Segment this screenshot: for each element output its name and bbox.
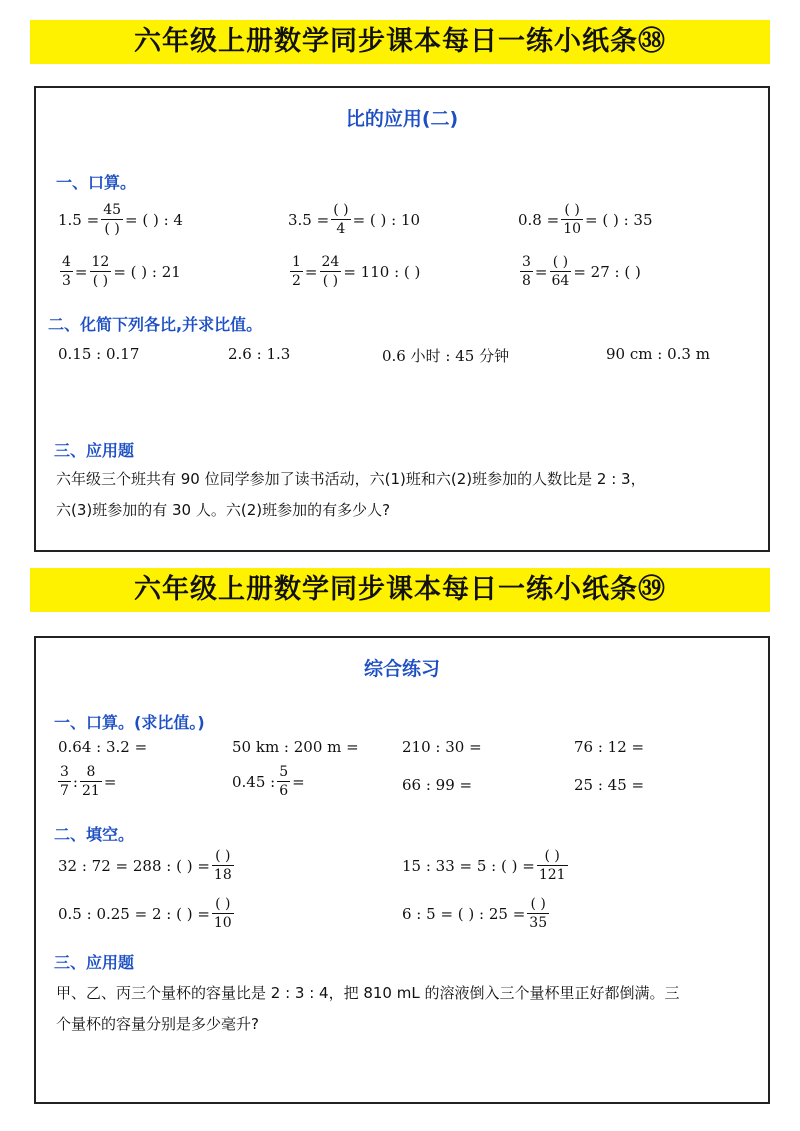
fraction bbox=[520, 254, 533, 289]
sheet38-part2-heading: 二、化简下列各比,并求比值。 bbox=[48, 315, 263, 334]
calc-item: 76 : 12 = bbox=[574, 738, 645, 756]
fraction-numerator: 12 bbox=[91, 254, 110, 270]
fraction-denominator: 121 bbox=[538, 867, 566, 883]
sheet39-title: 综合练习 bbox=[363, 658, 440, 680]
calc-item: 0.64 : 3.2 = bbox=[58, 738, 148, 756]
fraction bbox=[527, 896, 549, 931]
sheet38-title: 比的应用(二) bbox=[345, 108, 459, 130]
expr-text: 0.8 = bbox=[518, 210, 560, 229]
fraction-numerator: ( ) bbox=[544, 848, 560, 864]
expr-text: = ( ) : 4 bbox=[125, 210, 183, 229]
fraction-denominator: 2 bbox=[292, 273, 301, 289]
expr-text: = ( ) : 10 bbox=[352, 210, 421, 229]
fraction-numerator: ( ) bbox=[215, 896, 231, 912]
fraction bbox=[550, 254, 572, 289]
fraction-denominator: 21 bbox=[81, 783, 100, 799]
fraction bbox=[60, 254, 73, 289]
fraction-numerator: 45 bbox=[103, 202, 122, 218]
ratio-item: 0.15 : 0.17 bbox=[58, 345, 140, 363]
fraction-numerator: ( ) bbox=[564, 202, 580, 218]
expr-text: = 27 : ( ) bbox=[573, 262, 641, 281]
expr-text: = 110 : ( ) bbox=[343, 262, 421, 281]
problem-line: 甲、乙、丙三个量杯的容量比是 2 : 3 : 4，把 810 mL 的溶液倒入三个量杯里正好都倒满。三 bbox=[56, 984, 680, 1002]
fraction bbox=[277, 764, 290, 799]
fraction bbox=[101, 202, 123, 237]
problem-line: 六年级三个班共有 90 位同学参加了读书活动，六(1)班和六(2)班参加的人数比是 2 : 3， bbox=[56, 470, 646, 488]
expr-text: = ( ) : 35 bbox=[585, 210, 653, 229]
fill-item-4 bbox=[402, 896, 551, 931]
expr-text: = bbox=[292, 772, 305, 791]
fraction-numerator: ( ) bbox=[215, 848, 231, 864]
fraction-numerator: 3 bbox=[60, 764, 69, 780]
fraction-denominator: 6 bbox=[279, 783, 289, 799]
fill-item-3 bbox=[58, 896, 236, 931]
fraction-denominator: ( ) bbox=[322, 273, 339, 289]
fraction bbox=[561, 202, 583, 237]
expr-text: 0.45 : bbox=[232, 772, 276, 791]
fraction-denominator: 3 bbox=[62, 273, 71, 289]
fill-item-2 bbox=[402, 848, 570, 883]
ratio-item: 2.6 : 1.3 bbox=[228, 345, 291, 363]
problem-line: 六(3)班参加的有 30 人。六(2)班参加的有多少人? bbox=[56, 501, 391, 519]
fraction bbox=[212, 848, 234, 883]
calc-item: 210 : 30 = bbox=[402, 738, 482, 756]
fraction-numerator: 3 bbox=[522, 254, 531, 270]
word-problem bbox=[56, 464, 746, 526]
expr-text: = bbox=[534, 262, 548, 281]
expr-text: : bbox=[72, 772, 78, 791]
expr-text: = bbox=[74, 262, 88, 281]
ratio-item: 90 cm : 0.3 m bbox=[606, 345, 710, 363]
fraction-denominator: 35 bbox=[529, 915, 548, 931]
fraction-numerator: 8 bbox=[86, 764, 96, 780]
calc-item: 50 km : 200 m = bbox=[232, 738, 359, 756]
calc-r1c3 bbox=[518, 202, 653, 237]
fraction bbox=[212, 896, 234, 931]
sheet39-banner: 六年级上册数学同步课本每日一练小纸条㊴ bbox=[30, 568, 770, 612]
fraction bbox=[537, 848, 568, 883]
fraction-denominator: 8 bbox=[522, 273, 531, 289]
fraction-denominator: 10 bbox=[563, 221, 582, 237]
fraction-denominator: 10 bbox=[213, 915, 232, 931]
sheet38-part3-heading: 三、应用题 bbox=[54, 441, 135, 460]
calc-r2c2 bbox=[232, 764, 305, 799]
fraction-denominator: ( ) bbox=[104, 221, 120, 237]
calc-item: 25 : 45 = bbox=[574, 776, 645, 794]
fraction-numerator: 4 bbox=[62, 254, 71, 270]
expr-text: 1.5 = bbox=[58, 210, 100, 229]
calc-r1c2 bbox=[288, 202, 420, 237]
fraction bbox=[331, 202, 350, 237]
calc-r1c1 bbox=[58, 202, 183, 237]
expr-text: 0.5 : 0.25 = 2 : ( ) = bbox=[58, 904, 210, 923]
sheet39-part1-heading: 一、口算。(求比值。) bbox=[54, 713, 205, 732]
problem-line: 个量杯的容量分别是多少毫升? bbox=[56, 1015, 259, 1033]
calc-item: 66 : 99 = bbox=[402, 776, 473, 794]
sheet39-part2-heading: 二、填空。 bbox=[54, 825, 135, 844]
fraction bbox=[80, 764, 102, 799]
fraction bbox=[90, 254, 112, 289]
expr-text: 15 : 33 = 5 : ( ) = bbox=[402, 856, 535, 875]
fraction-denominator: 18 bbox=[213, 867, 232, 883]
sheet39-part3-heading: 三、应用题 bbox=[54, 953, 135, 972]
expr-text: 6 : 5 = ( ) : 25 = bbox=[402, 904, 526, 923]
ratio-item: 0.6 小时 : 45 分钟 bbox=[382, 347, 510, 365]
fraction bbox=[290, 254, 303, 289]
fraction-numerator: 1 bbox=[292, 254, 301, 270]
fraction bbox=[320, 254, 342, 289]
fraction-denominator: ( ) bbox=[92, 273, 109, 289]
fraction-denominator: 7 bbox=[60, 783, 69, 799]
fraction-numerator: ( ) bbox=[552, 254, 569, 270]
calc-r2c1 bbox=[56, 764, 116, 799]
fraction-numerator: ( ) bbox=[333, 202, 349, 218]
expr-text: 32 : 72 = 288 : ( ) = bbox=[58, 856, 210, 875]
fraction-denominator: 4 bbox=[336, 221, 346, 237]
fill-item-1 bbox=[58, 848, 236, 883]
calc-r2c2 bbox=[288, 254, 420, 289]
sheet38-box bbox=[34, 86, 770, 552]
sheet38-part1-heading: 一、口算。 bbox=[56, 173, 137, 192]
fraction-numerator: ( ) bbox=[530, 896, 546, 912]
calc-r2c3 bbox=[518, 254, 641, 289]
sheet38-banner: 六年级上册数学同步课本每日一练小纸条㊳ bbox=[30, 20, 770, 64]
fraction-denominator: 64 bbox=[551, 273, 570, 289]
fraction-numerator: 5 bbox=[279, 764, 289, 780]
word-problem bbox=[56, 978, 746, 1040]
fraction-numerator: 24 bbox=[321, 254, 340, 270]
expr-text: 3.5 = bbox=[288, 210, 330, 229]
sheet39-box bbox=[34, 636, 770, 1104]
expr-text: = bbox=[304, 262, 318, 281]
expr-text: = ( ) : 21 bbox=[113, 262, 181, 281]
fraction bbox=[58, 764, 71, 799]
expr-text: = bbox=[103, 772, 117, 791]
calc-r2c1 bbox=[58, 254, 181, 289]
